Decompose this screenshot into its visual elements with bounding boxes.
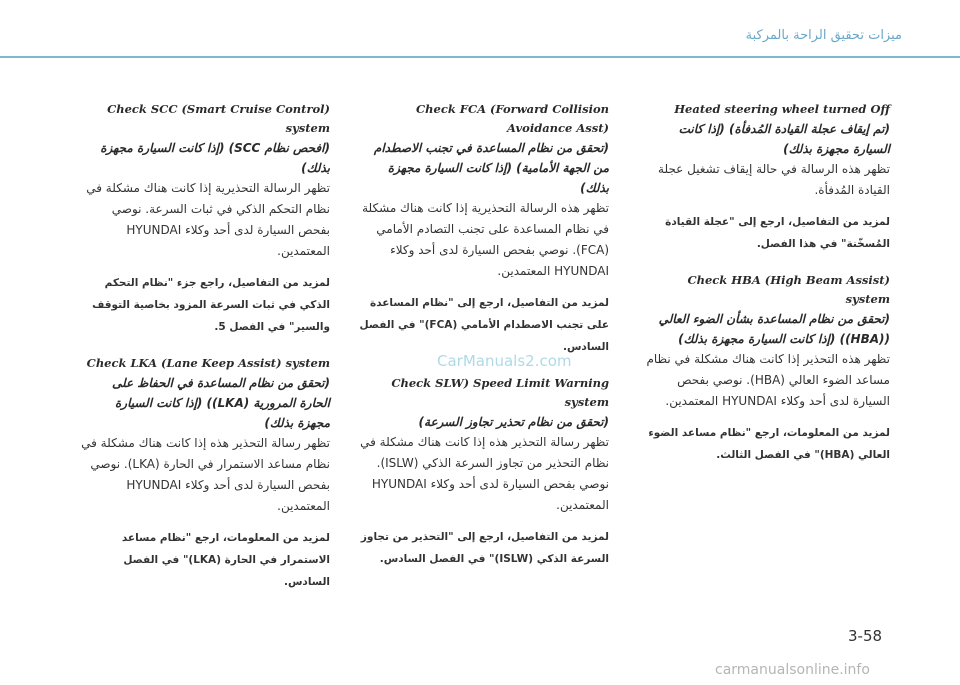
header-divider: [0, 56, 960, 58]
message-body: تظهر رسالة التحذير هذه إذا كانت هناك مشكلة في نظام التحذير من تجاوز السرعة الذكي (ISLW). نوصي بفحص السيارة لدى أحد وكلاء HYUNDAI المعتمدين.: [360, 435, 609, 512]
message-note: لمزيد من المعلومات، ارجع "نظام مساعد الاستمرار في الحارة (LKA)" في الفصل السادس.: [121, 532, 330, 588]
message-body: تظهر رسالة التحذير هذه إذا كانت هناك مشكلة في نظام مساعد الاستمرار في الحارة (LKA). نوصي بفحص السيارة لدى أحد وكلاء HYUNDAI المعتمدين.: [81, 436, 330, 513]
message-note: لمزيد من التفاصيل، ارجع إلى "نظام المساعدة على تجنب الاصطدام الأمامي (FCA)" في الفصل السادس.: [359, 297, 609, 353]
message-title-en: Check LKA (Lane Keep Assist) system: [86, 356, 330, 370]
message-block: [359, 100, 609, 358]
message-title-ar: (تحقق من نظام المساعدة في تجنب الاصطدام من الجهة الأمامية) (إذا كانت السيارة مجهزة بذلك): [373, 141, 609, 195]
message-title-ar: (تم إيقاف عجلة القيادة المُدفأة) (إذا كانت السيارة مجهزة بذلك): [678, 122, 890, 156]
message-title-en: Heated steering wheel turned Off: [674, 102, 890, 116]
watermark-text: CarManuals2.com: [437, 352, 572, 370]
message-body: تظهر الرسالة التحذيرية إذا كانت هناك مشكلة في نظام التحكم الذكي في ثبات السرعة. نوصي بفحص السيارة لدى أحد وكلاء HYUNDAI المعتمدين.: [86, 181, 330, 258]
message-block: [80, 354, 330, 593]
message-block: [80, 100, 330, 338]
message-title-en: Check HBA (High Beam Assist) system: [687, 273, 890, 306]
message-title-ar: (تحقق من نظام المساعدة بشأن الضوء العالي ((HBA)) (إذا كانت السيارة مجهزة بذلك): [658, 312, 890, 346]
message-block: [640, 100, 890, 255]
message-title-ar: (تحقق من نظام المساعدة في الحفاظ على الحارة المرورية (LKA)) (إذا كانت السيارة مجهزة بذلك): [111, 376, 330, 430]
column-middle: [359, 100, 609, 586]
message-note: لمزيد من التفاصيل، ارجع إلى "التحذير من تجاوز السرعة الذكي (ISLW)" في الفصل السادس.: [360, 531, 609, 565]
column-left: [80, 100, 330, 609]
message-title-ar: (تحقق من نظام تحذير تجاوز السرعة): [418, 415, 609, 429]
footer-watermark: carmanualsonline.info: [715, 662, 870, 678]
message-body: تظهر هذه الرسالة التحذيرية إذا كانت هناك مشكلة في نظام المساعدة على تجنب التصادم الأمامي (FCA). نوصي بفحص السيارة لدى أحد وكلاء HYUNDAI المعتمدين.: [362, 201, 609, 278]
page-number: 3-58: [848, 627, 883, 645]
message-body: تظهر هذه التحذير إذا كانت هناك مشكلة في نظام مساعد الضوء العالي (HBA). نوصي بفحص السيارة لدى أحد وكلاء HYUNDAI المعتمدين.: [646, 352, 890, 408]
message-note: لمزيد من التفاصيل، ارجع إلى "عجلة القيادة المُسخّنة" في هذا الفصل.: [665, 216, 890, 250]
message-block: [359, 374, 609, 570]
message-block: [640, 271, 890, 466]
message-title-ar: (افحص نظام SCC) (إذا كانت السيارة مجهزة بذلك): [100, 141, 330, 175]
column-right: [640, 100, 890, 482]
message-body: تظهر هذه الرسالة في حالة إيقاف تشغيل عجلة القيادة المُدفأة.: [658, 162, 890, 197]
message-title-en: Check SLW) Speed Limit Warning system: [391, 376, 609, 409]
message-title-en: Check SCC (Smart Cruise Control) system: [107, 102, 330, 135]
message-note: لمزيد من التفاصيل، راجع جزء "نظام التحكم الذكي في ثبات السرعة المزود بخاصية التوقف والسير" في الفصل 5.: [92, 277, 330, 333]
section-header: ميزات تحقيق الراحة بالمركبة: [745, 28, 902, 43]
message-note: لمزيد من المعلومات، ارجع "نظام مساعد الضوء العالي (HBA)" في الفصل الثالث.: [648, 427, 890, 461]
message-title-en: Check FCA (Forward Collision Avoidance Asst): [415, 102, 609, 135]
